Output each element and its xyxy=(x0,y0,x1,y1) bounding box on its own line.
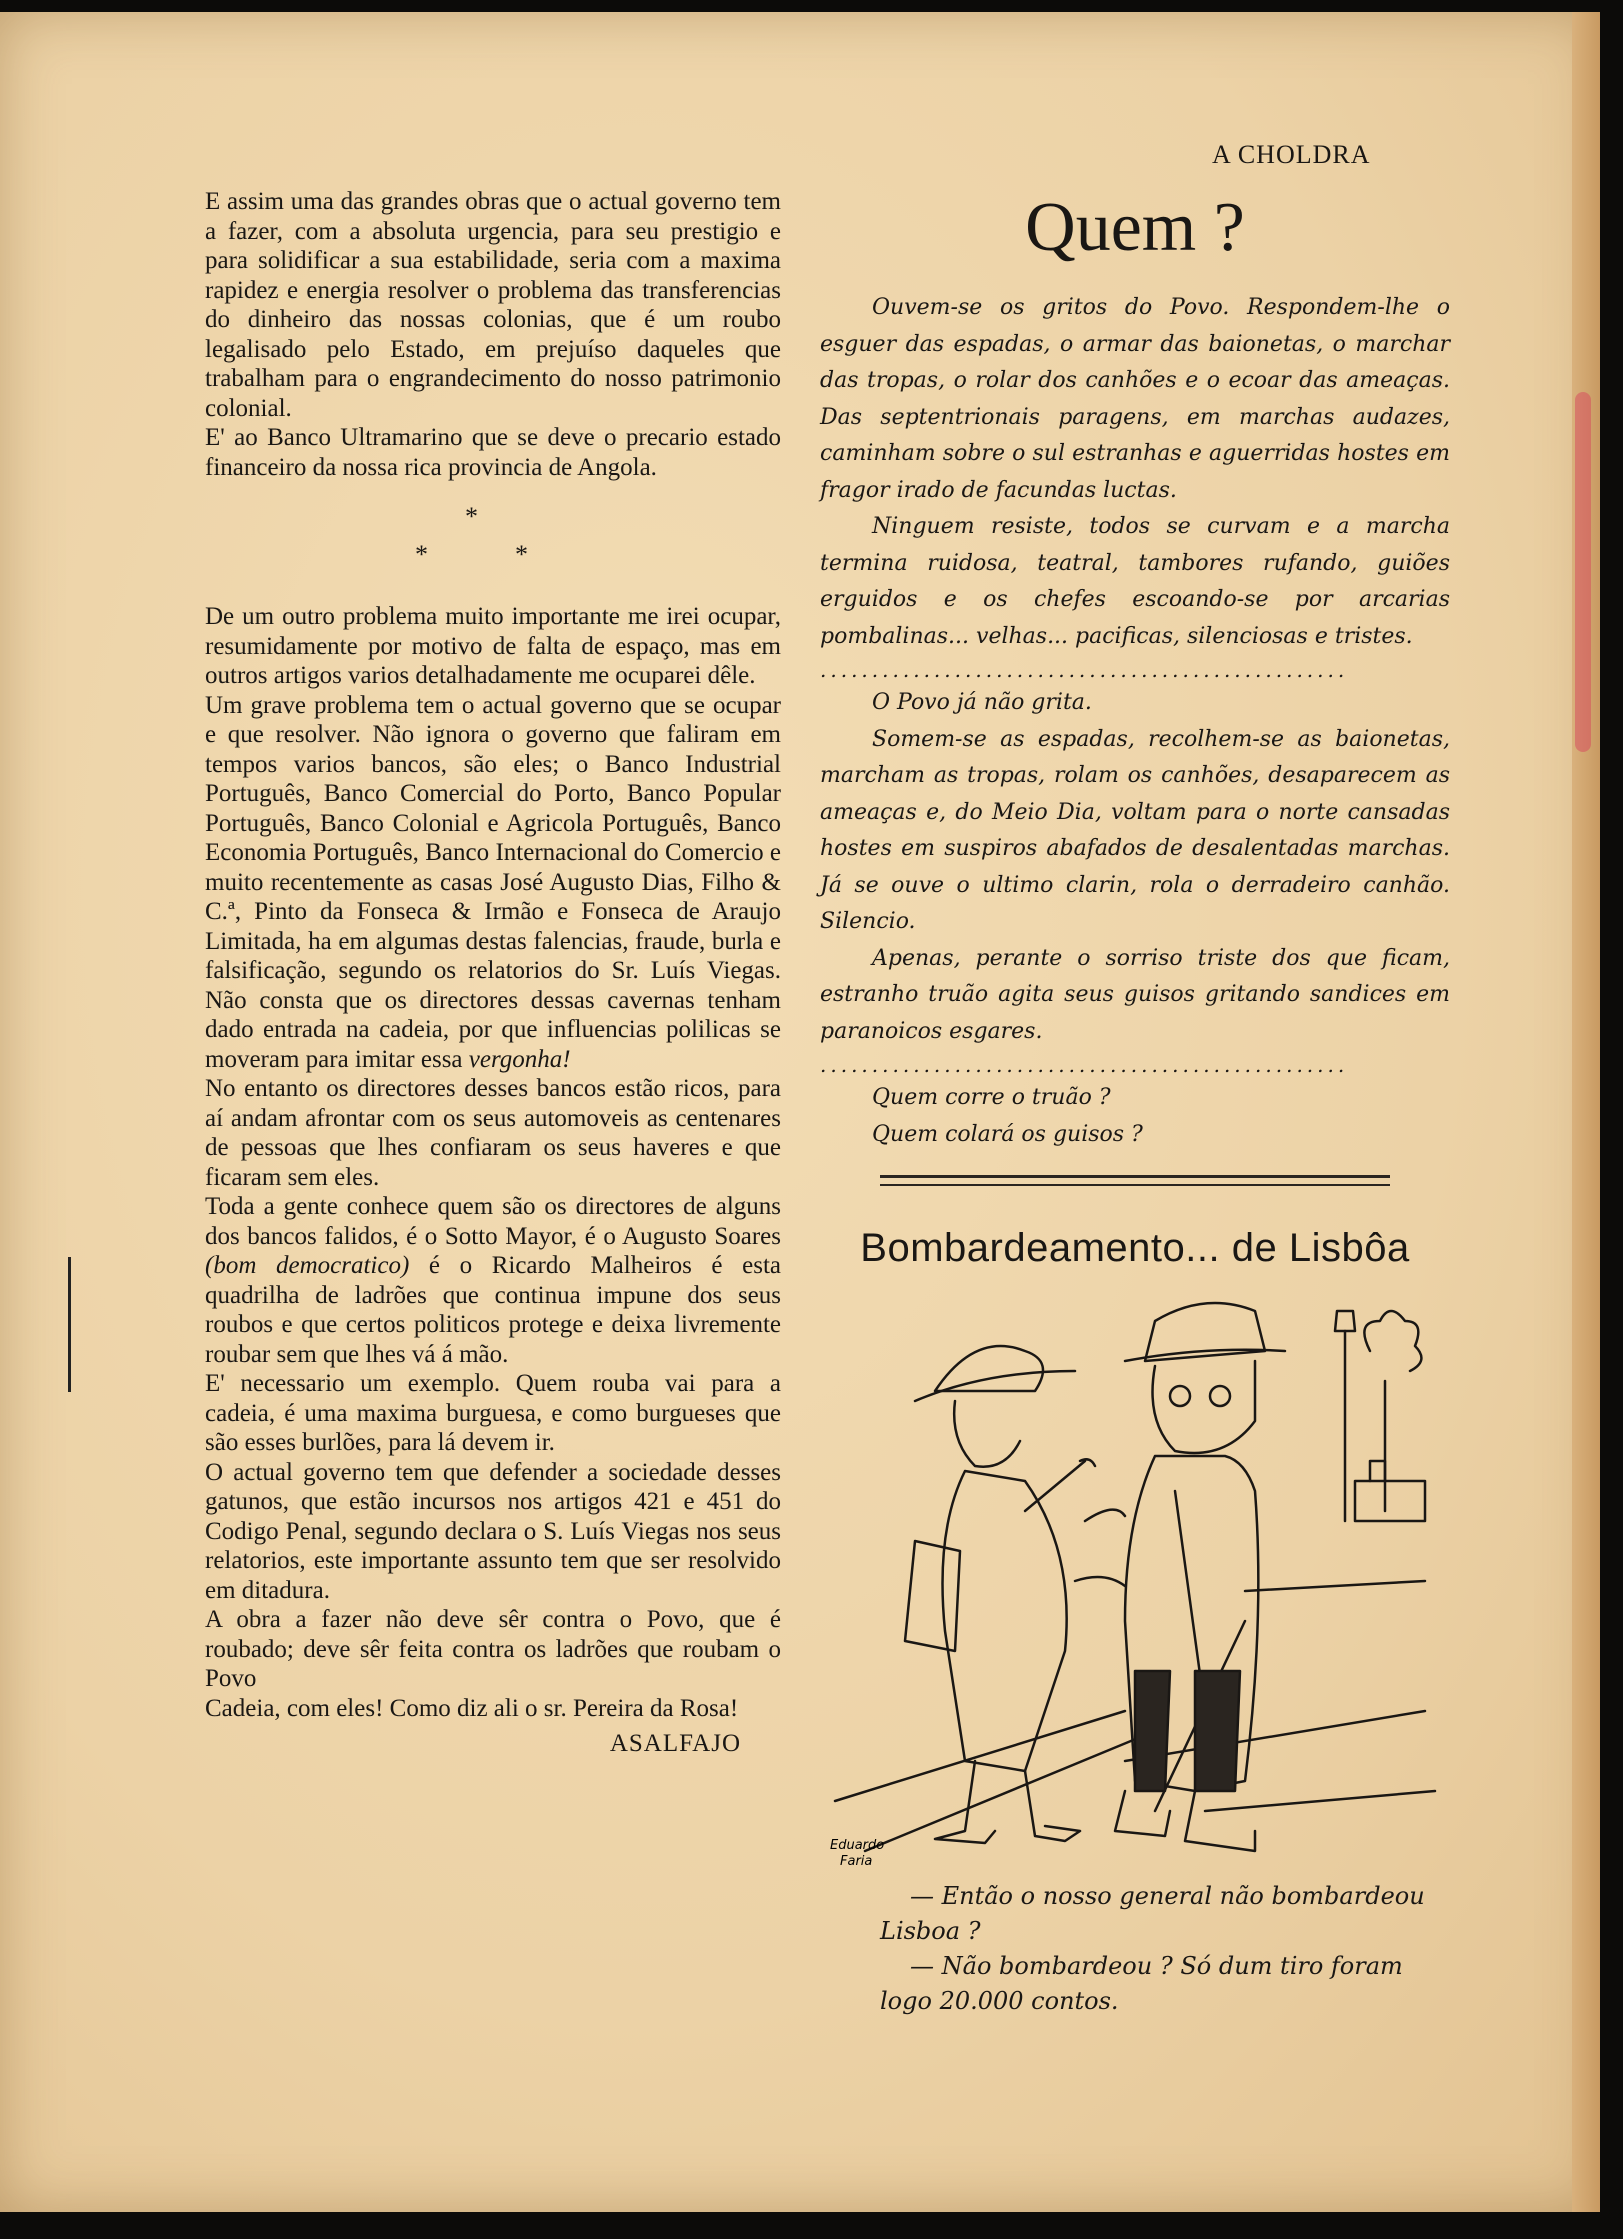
paragraph: O actual governo tem que defender a sociedade desses gatunos, que estão incursos nos artigos 421 e 451 do Codigo Penal, segundo declara o S. Luís Viegas nos seus relatorios, este importante assunto tem que ser resolvido em ditadura. xyxy=(205,1458,781,1604)
emphasis-vergonha: vergonha! xyxy=(468,1045,571,1073)
stanza-paragraph: Apenas, perante o sorriso triste dos que ficam, estranho truão agita seus guisos gritando sandices em paranoicos esgares. xyxy=(820,945,1450,1044)
paragraph: Cadeia, com eles! Como diz ali o sr. Pereira da Rosa! xyxy=(205,1694,739,1722)
paragraph: Um grave problema tem o actual governo que se ocupar e que resolver. Não ignora o governo que faliram em tempos varios bancos, são eles; o Banco Industrial Português, Banco Comercial do Porto, Banco Popular Português, Banco Colonial e Agricola Português, Banco Economia Português, Banco Internacional do Comercio e muito recentemente as casas José Augusto Dias, Filho & C.ª, Pinto da Fonseca & Irmão e Fonseca de Araujo Limitada, ha em algumas destas falencias, fraude, burla e falsificação, segundo os relatorios do Sr. Luís Viegas. Não consta que os directores dessas cavernas tenham dado entrada na cadeia, por que influencias polilicas se moveram para imitar essa vergonha! xyxy=(205,691,781,1073)
paragraph: De um outro problema muito importante me irei ocupar, resumidamente por motivo de falta de espaço, mas em outros artigos varios detalhadamente me ocuparei dêle. xyxy=(205,603,781,689)
dotted-separator: ................................................... xyxy=(820,658,1349,682)
cartoon-caption xyxy=(880,1879,1450,2019)
caption-line: — Então o nosso general não bombardeou Lisboa ? xyxy=(880,1882,1425,1945)
emphasis-bom-democratico: (bom democratico) xyxy=(205,1252,410,1279)
ground-line xyxy=(1245,1581,1425,1591)
asterism xyxy=(205,482,781,602)
artist-signature-first: Eduardo xyxy=(830,1838,885,1853)
final-line: Quem corre o truão ? xyxy=(872,1085,1111,1110)
quem-title: Quem ? xyxy=(1025,189,1245,266)
paragraph: E' necessario um exemplo. Quem rouba vai para a cadeia, é uma maxima burguesa, e como burgueses que são esses burlões, para lá devem ir. xyxy=(205,1370,781,1456)
stanza-paragraph: Ninguem resiste, todos se curvam e a marcha termina ruidosa, teatral, tambores rufando, guiões erguidos e os chefes escoando-se por arcarias pombalinas... velhas... pacificas, silenciosas e tristes. xyxy=(820,514,1450,649)
star: * xyxy=(465,502,478,531)
star: * xyxy=(415,540,428,569)
ground-line xyxy=(865,1731,1155,1851)
running-title: A CHOLDRA xyxy=(1212,140,1371,169)
right-column xyxy=(820,182,1450,2019)
paragraph: Toda a gente conhece quem são os directores de alguns dos bancos falidos, é o Sotto Mayor, é o Augusto Soares (bom democratico) é o Ricardo Malheiros é esta quadrilha de ladrões que continua impune dos seus roubos e que certos politicos protege e deixa livremente roubar sem que lhes vá á mão. xyxy=(205,1193,781,1368)
final-line: Quem colará os guisos ? xyxy=(872,1121,1143,1147)
left-article xyxy=(205,187,781,1759)
stanza-paragraph: O Povo já não grita. xyxy=(872,690,1092,715)
paragraph: No entanto os directores desses bancos estão ricos, para aí andam afrontar com os seus automoveis as centenares de pessoas que lhes confiaram os seus haveres e que ficaram sem eles. xyxy=(205,1075,781,1191)
cartoon-illustration xyxy=(825,1291,1445,1871)
ground-line xyxy=(835,1711,1125,1801)
caption-line: — Não bombardeou ? Só dum tiro foram logo 20.000 contos. xyxy=(880,1952,1403,2015)
stanza-paragraph: Ouvem-se os gritos do Povo. Respondem-lhe o esguer das espadas, o armar das baionetas, o marchar das tropas, o rolar dos canhões e o ecoar das ameaças. Das septentrionais paragens, em marchas audazes, caminham sobre o sul estranhas e aguerridas hostes em fragor irado de facundas luctas. xyxy=(820,295,1450,503)
paragraph: E assim uma das grandes obras que o actual governo tem a fazer, com a absoluta urgencia, para seu prestigio e para solidificar a sua estabilidade, seria com a maxima rapidez e energia resolver o problema das transferencias do dinheiro das nossas colonias, que é um roubo legalisado pelo Estado, em prejuíso daqueles que trabalham para o engrandecimento do nosso patrimonio colonial. xyxy=(205,188,781,422)
dotted-separator: ................................................... xyxy=(820,1053,1349,1077)
stanza-paragraph: Somem-se as espadas, recolhem-se as baionetas, marcham as tropas, rolam os canhões, desaparecem as ameaças e, do Meio Dia, voltam para o norte cansadas hostes em suspiros abafados de desalentadas marchas. Já se ouve o ultimo clarin, rola o derradeiro canhão. Silencio. xyxy=(820,726,1450,934)
double-rule xyxy=(880,1175,1390,1186)
page-edge xyxy=(1572,12,1600,2212)
ground-line xyxy=(1205,1791,1435,1811)
newspaper-page xyxy=(0,12,1600,2212)
bombardeamento-title: Bombardeamento... de Lisbôa xyxy=(860,1226,1410,1270)
quem-text xyxy=(820,290,1450,1153)
paragraph: E' ao Banco Ultramarino que se deve o precario estado financeiro da nossa rica provincia de Angola. xyxy=(205,424,781,481)
paragraph: A obra a fazer não deve sêr contra o Povo, que é roubado; deve sêr feita contra os ladrões que roubam o Povo xyxy=(205,1606,781,1692)
artist-signature-last: Faria xyxy=(840,1854,873,1869)
article-signature: ASALFAJO xyxy=(609,1730,741,1757)
star: * xyxy=(515,540,528,569)
ink-stain xyxy=(1575,392,1591,752)
ground-line xyxy=(1125,1711,1425,1761)
margin-mark xyxy=(68,1257,71,1392)
